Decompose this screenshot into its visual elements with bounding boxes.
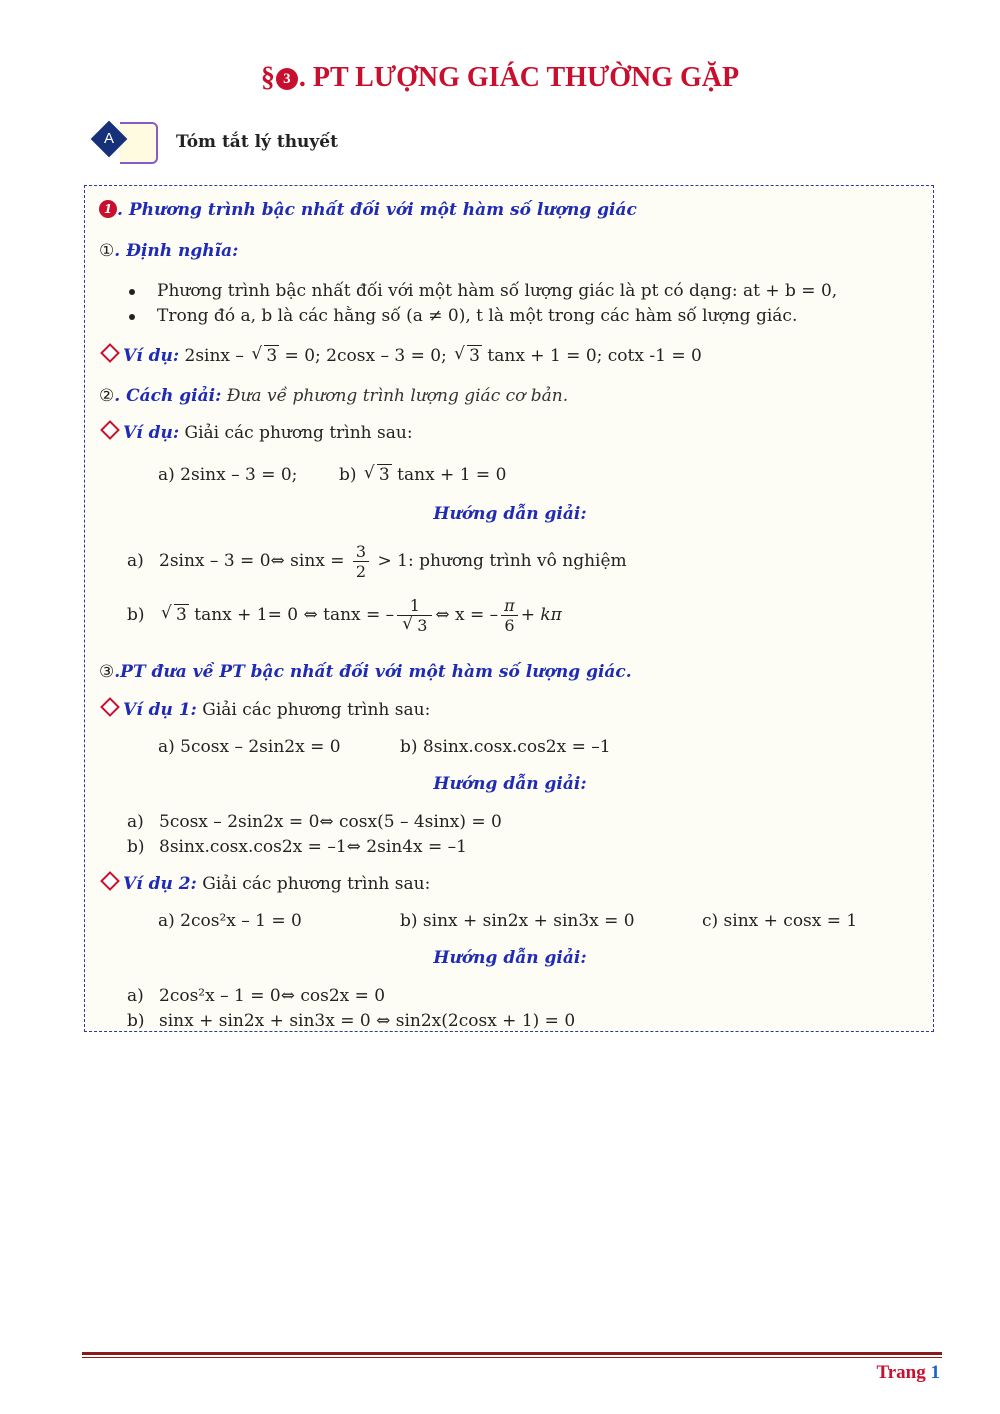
section-label: Tóm tắt lý thuyết <box>176 132 338 152</box>
example1-task-b: b) √ 3 tanx + 1 = 0 <box>339 465 506 485</box>
footer-divider-thin <box>82 1357 942 1358</box>
sqrt-symbol: √ 3 <box>161 605 189 625</box>
sqrt-symbol: √ 3 <box>454 346 482 366</box>
example3-solution-a: a) 2cos²x – 1 = 0⇔ cos2x = 0 <box>127 986 386 1006</box>
footer-divider <box>82 1352 942 1355</box>
title-prefix: § <box>260 62 275 93</box>
sqrt-symbol: √ 3 <box>251 346 279 366</box>
method-text: Đưa về phương trình lượng giác cơ bản. <box>221 386 569 406</box>
part3-title: .PT đưa về PT bậc nhất đối với một hàm số lượng giác. <box>114 662 632 682</box>
example2-label: Ví dụ 1: <box>123 700 197 720</box>
example3-guide-heading: Hướng dẫn giải: <box>433 948 587 968</box>
page-value: 1 <box>930 1362 940 1383</box>
example3-task-c: c) sinx + cosx = 1 <box>702 911 858 931</box>
example3-task-b: b) sinx + sin2x + sin3x = 0 <box>400 911 635 931</box>
bullet-icon <box>129 289 135 295</box>
example3-intro: Giải các phương trình sau: <box>196 874 431 894</box>
part1-heading <box>99 200 637 220</box>
part3-number: ③ <box>99 662 115 682</box>
diamond-bullet-icon <box>100 420 120 440</box>
example0-label: Ví dụ: <box>123 346 180 366</box>
list-item <box>129 281 837 301</box>
example3-task-a: a) 2cos²x – 1 = 0 <box>158 911 302 931</box>
example0-eq2-c: tanx + 1 = 0; cotx -1 = 0 <box>482 346 702 366</box>
section-tab-decoration <box>120 122 158 164</box>
example2-intro: Giải các phương trình sau: <box>196 700 431 720</box>
example2-task-a: a) 5cosx – 2sin2x = 0 <box>158 737 341 757</box>
page-number <box>876 1362 940 1384</box>
example3-solution-b: b) sinx + sin2x + sin3x = 0 ⇔ sin2x(2cosx + 1) = 0 <box>127 1011 576 1031</box>
example1-label: Ví dụ: <box>123 423 180 443</box>
example0-line <box>99 346 702 366</box>
diamond-bullet-icon <box>100 871 120 891</box>
page-title <box>0 62 1000 94</box>
definition-bullet-2: Trong đó a, b là các hằng số (a ≠ 0), t là một trong các hàm số lượng giác. <box>157 306 798 326</box>
fraction: $\frac{3}{2}$ <box>353 542 369 581</box>
method-line <box>99 386 568 406</box>
example1-solution-b: b)√ 3 tanx + 1= 0 ⇔ tanx = – 1 √ 3 ⇔ x = – $\frac{\pi}{6}$ + kπ <box>127 596 562 648</box>
definition-label: . Định nghĩa: <box>114 241 239 261</box>
example1-task-a: a) 2sinx – 3 = 0; <box>158 465 298 485</box>
diamond-bullet-icon <box>100 343 120 363</box>
part1-number-badge: 1 <box>99 200 117 218</box>
example2-solution-a: a) 5cosx – 2sin2x = 0⇔ cosx(5 – 4sinx) = 0 <box>127 812 502 832</box>
part3-heading <box>99 662 632 682</box>
title-text: . PT LƯỢNG GIÁC THƯỜNG GẶP <box>298 62 740 93</box>
section-letter: A <box>103 130 114 147</box>
list-item <box>129 306 797 326</box>
bullet-icon <box>129 314 135 320</box>
definition-heading <box>99 241 238 261</box>
title-number-badge: 3 <box>276 68 298 90</box>
fraction: $\frac{\pi}{6}$ <box>501 596 518 635</box>
example1-guide-heading: Hướng dẫn giải: <box>433 504 587 524</box>
example3-label: Ví dụ 2: <box>123 874 197 894</box>
example0-eq1-a: 2sinx – <box>184 346 250 366</box>
page-label: Trang <box>876 1362 931 1383</box>
sqrt-symbol: √ 3 <box>364 465 392 485</box>
example1-intro: Giải các phương trình sau: <box>179 423 413 443</box>
example2-task-b: b) 8sinx.cosx.cos2x = –1 <box>400 737 611 757</box>
fraction: 1 √ 3 <box>397 596 432 635</box>
theory-box <box>84 185 934 1032</box>
example1-line <box>99 423 413 443</box>
example3-line <box>99 874 430 894</box>
example0-eq1-c: = 0; 2cosx – 3 = 0; <box>279 346 453 366</box>
method-number: ② <box>99 386 115 406</box>
part1-title: . Phương trình bậc nhất đối với một hàm số lượng giác <box>117 200 637 220</box>
example2-solution-b: b) 8sinx.cosx.cos2x = –1⇔ 2sin4x = –1 <box>127 837 467 857</box>
example1-solution-a: a) 2sinx – 3 = 0⇔ sinx = $\frac{3}{2}$ > 1: phương trình vô nghiệm <box>127 542 627 581</box>
example2-line <box>99 700 430 720</box>
example2-guide-heading: Hướng dẫn giải: <box>433 774 587 794</box>
diamond-bullet-icon <box>100 697 120 717</box>
definition-bullet-1: Phương trình bậc nhất đối với một hàm số lượng giác là pt có dạng: at + b = 0, <box>157 281 838 301</box>
method-label: . Cách giải: <box>114 386 222 406</box>
definition-number: ① <box>99 241 115 261</box>
